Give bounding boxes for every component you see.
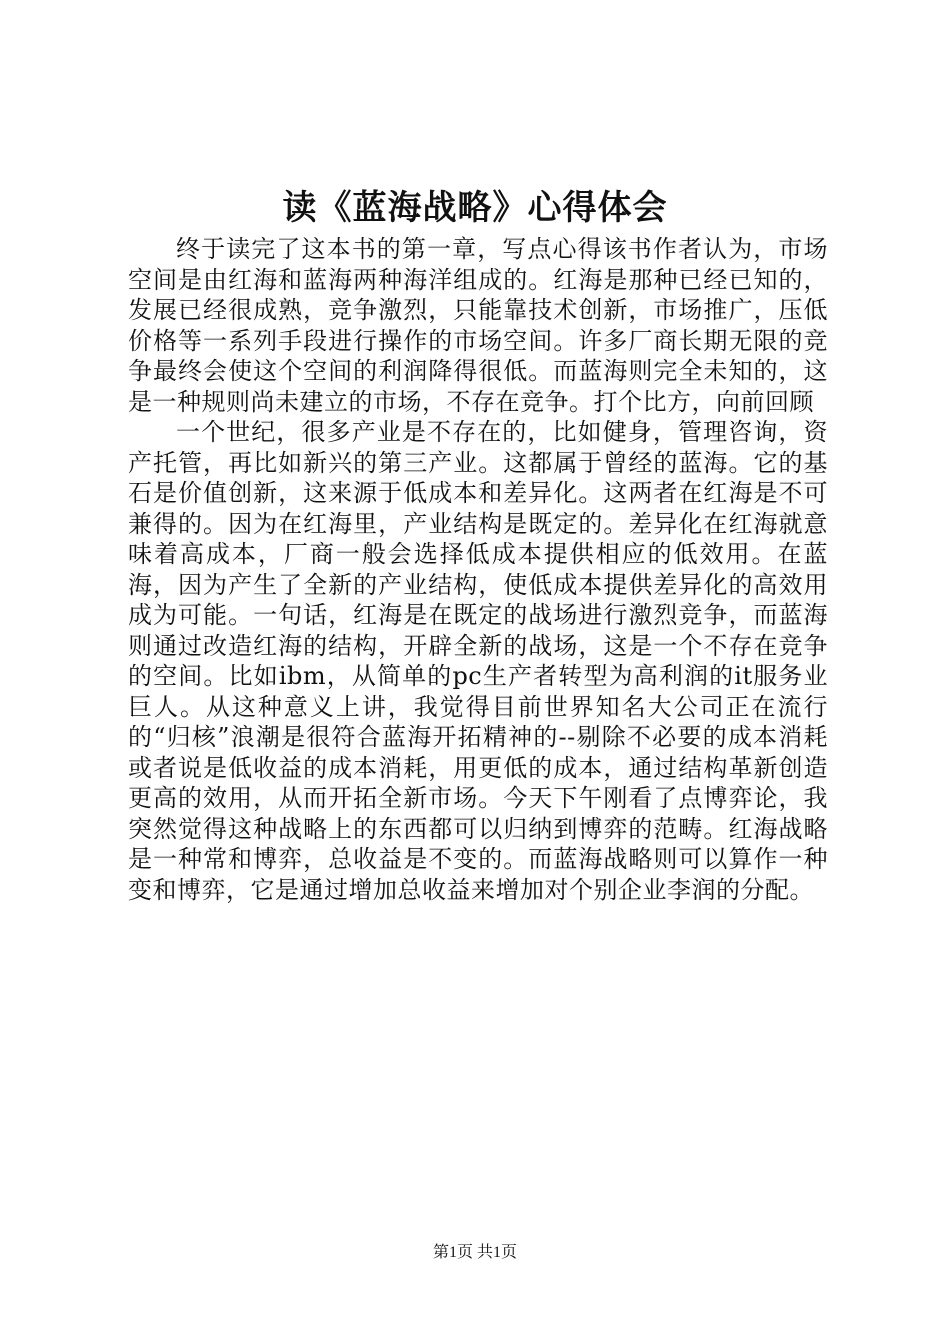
page-title: 读《蓝海战略》心得体会	[282, 188, 668, 228]
paragraph-2: 一个世纪，很多产业是不存在的，比如健身，管理咨询，资产托管，再比如新兴的第三产业。这都属于曾经的蓝海。它的基石是价值创新，这来源于低成本和差异化。这两者在红海是不可兼得的。因为在红海里，产业结构是既定的。差异化在红海就意味着高成本，厂商一般会选择低成本提供相应的低效用。在蓝海，因为产生了全新的产业结构，使低成本提供差异化的高效用成为可能。一句话，红海是在既定的战场进行激烈竞争，而蓝海则通过改造红海的结构，开辟全新的战场，这是一个不存在竞争的空间。比如ibm，从简单的pc生产者转型为高利润的it服务业巨人。从这种意义上讲，我觉得目前世界知名大公司正在流行的“归核”浪潮是很符合蓝海开拓精神的--剔除不必要的成本消耗或者说是低收益的成本消耗，用更低的成本，通过结构革新创造更高的效用，从而开拓全新市场。今天下午刚看了点博弈论，我突然觉得这种战略上的东西都可以归纳到博弈的范畴。红海战略是一种常和博弈，总收益是不变的。而蓝海战略则可以算作一种变和博弈，它是通过增加总收益来增加对个别企业李润的分配。	[128, 418, 828, 904]
paragraph-1: 终于读完了这本书的第一章，写点心得该书作者认为，市场空间是由红海和蓝海两种海洋组成的。红海是那种已经已知的，发展已经很成熟，竞争激烈，只能靠技术创新，市场推广，压低价格等一系列手段进行操作的市场空间。许多厂商长期无限的竞争最终会使这个空间的利润降得很低。而蓝海则完全未知的，这是一种规则尚未建立的市场，不存在竞争。打个比方，向前回顾	[128, 235, 828, 416]
document-body	[128, 234, 828, 905]
page-footer: 第1页 共1页	[432, 1244, 517, 1261]
